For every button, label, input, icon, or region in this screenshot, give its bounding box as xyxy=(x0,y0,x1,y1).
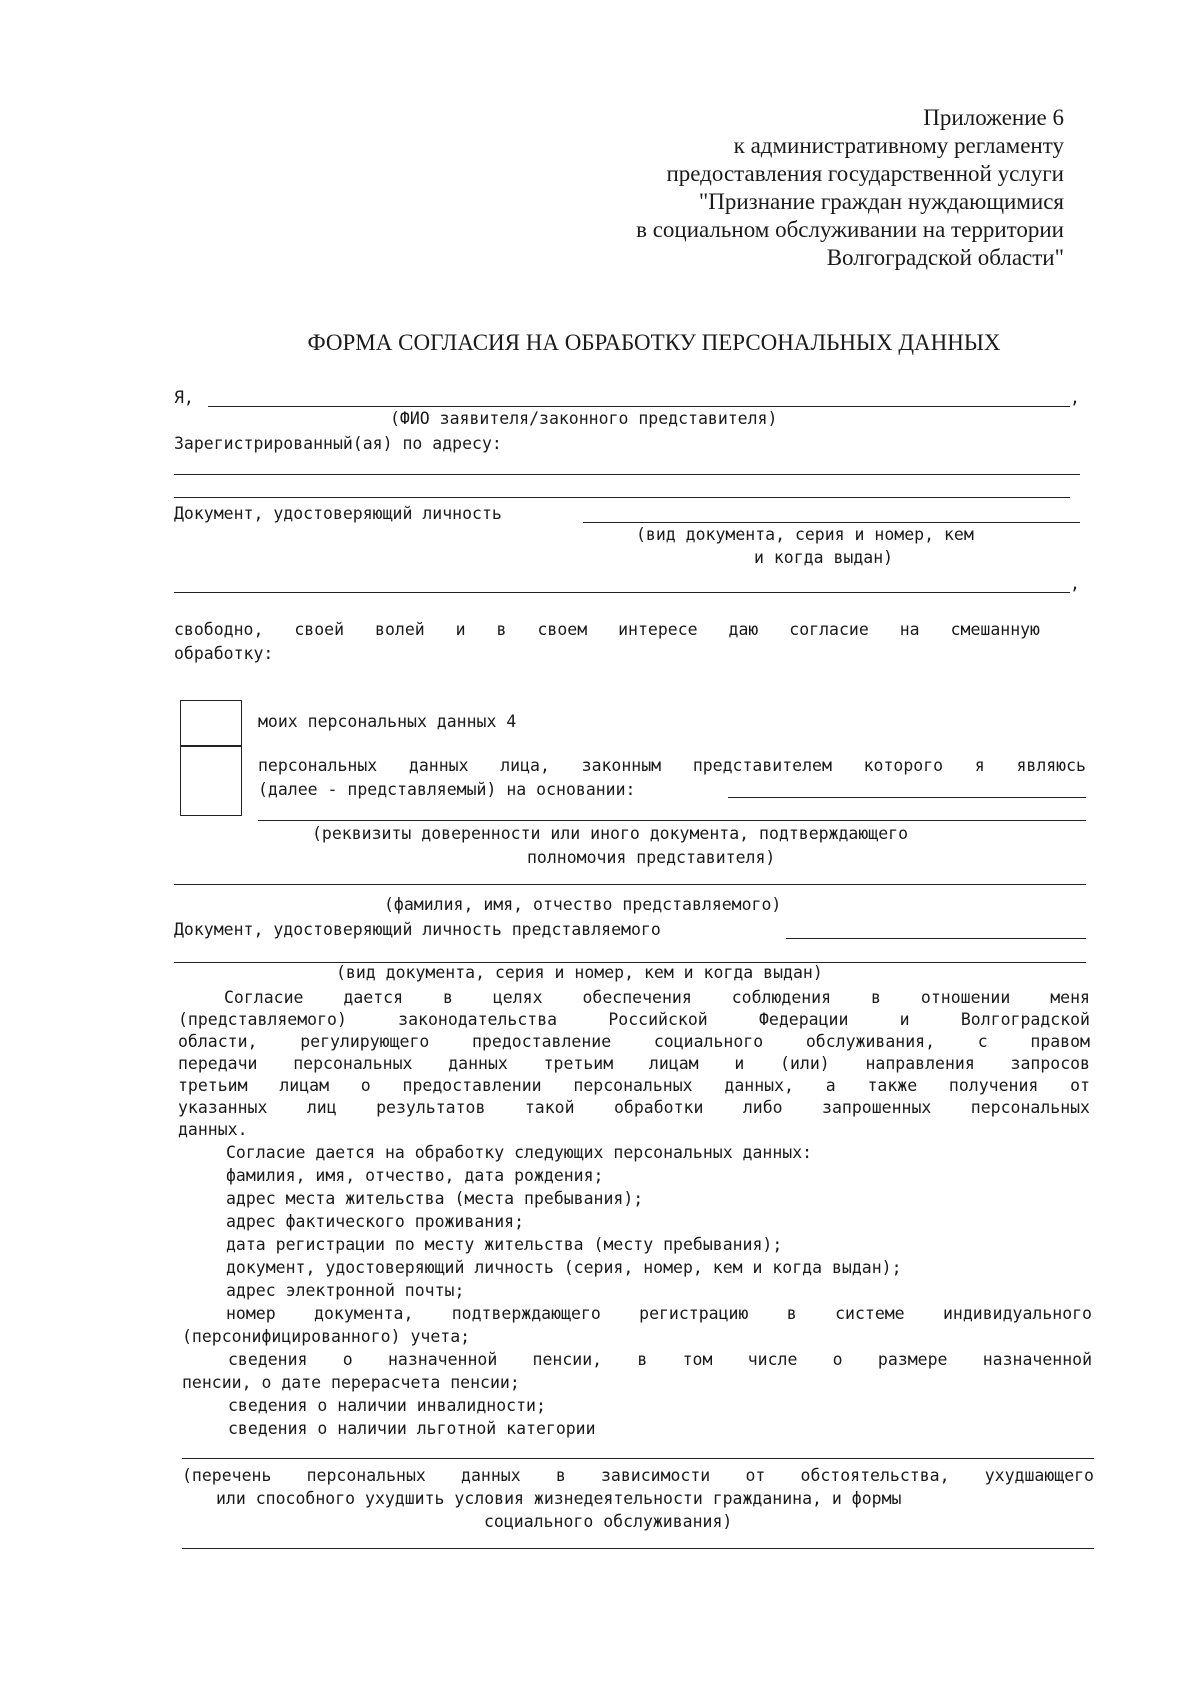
basis-field[interactable] xyxy=(728,797,1086,798)
option-represented-line-2: (далее - представляемый) на основании: xyxy=(258,780,636,799)
data-list-field-2[interactable] xyxy=(182,1548,1094,1549)
free-will-statement: свободно, своей волей и в своем интересе даю согласие на смешанную xyxy=(174,620,1040,639)
data-list-pension-2: пенсии, о дате перерасчета пенсии; xyxy=(182,1373,520,1392)
represented-data-checkbox[interactable] xyxy=(180,746,242,816)
i-label: Я, xyxy=(174,388,194,407)
document-field[interactable] xyxy=(583,522,1080,523)
fio-comma: , xyxy=(1070,388,1080,407)
data-list-item: адрес фактического проживания; xyxy=(226,1212,525,1231)
consent-line-2: (представляемого) законодательства Российской Федерации и Волгоградской xyxy=(178,1010,1090,1029)
address-field-1[interactable] xyxy=(174,474,1080,475)
data-list-intro: Согласие дается на обработку следующих персональных данных: xyxy=(226,1143,813,1162)
appendix-line-3: предоставления государственной услуги xyxy=(666,161,1064,186)
data-list-item: документ, удостоверяющий личность (серия, номер, кем и когда выдан); xyxy=(226,1258,902,1277)
consent-line-3: области, регулирующего предоставление социального обслуживания, с правом xyxy=(178,1032,1090,1051)
power-caption-1: (реквизиты доверенности или иного документа, подтверждающего xyxy=(312,824,909,843)
represented-document-field[interactable] xyxy=(786,938,1086,939)
processing-label: обработку: xyxy=(174,644,274,663)
represented-document-caption: (вид документа, серия и номер, кем и когда выдан) xyxy=(336,963,823,982)
appendix-line-5: в социальном обслуживании на территории xyxy=(636,217,1064,242)
appendix-number: Приложение 6 xyxy=(923,105,1064,130)
fio-caption: (ФИО заявителя/законного представителя) xyxy=(390,409,778,428)
data-list-item: адрес электронной почты; xyxy=(226,1281,465,1300)
appendix-line-4: "Признание граждан нуждающимися xyxy=(698,189,1064,214)
option-own-data: моих персональных данных 4 xyxy=(258,712,517,731)
document-field-2[interactable] xyxy=(174,592,1070,593)
document-label: Документ, удостоверяющий личность xyxy=(174,504,502,523)
data-list-benefits: сведения о наличии льготной категории xyxy=(228,1419,596,1438)
document-comma: , xyxy=(1070,574,1080,593)
power-caption-2: полномочия представителя) xyxy=(527,848,776,867)
represented-name-field[interactable] xyxy=(174,884,1086,885)
data-list-item: дата регистрации по месту жительства (месту пребывания); xyxy=(226,1235,783,1254)
represented-document-label: Документ, удостоверяющий личность представляемого xyxy=(174,920,661,939)
footer-caption-3: социального обслуживания) xyxy=(484,1512,733,1531)
own-data-checkbox[interactable] xyxy=(180,700,242,746)
data-list-item: фамилия, имя, отчество, дата рождения; xyxy=(226,1166,604,1185)
fio-field[interactable] xyxy=(208,406,1070,407)
footer-caption-2: или способного ухудшить условия жизнедеятельности гражданина, и формы xyxy=(216,1489,902,1508)
consent-line-7: данных. xyxy=(178,1120,248,1139)
consent-line-1: Согласие дается в целях обеспечения соблюдения в отношении меня xyxy=(224,988,1090,1007)
data-list-pension-1: сведения о назначенной пенсии, в том числе о размере назначенной xyxy=(228,1350,1092,1369)
option-represented-line-1: персональных данных лица, законным представителем которого я являюсь xyxy=(258,756,1086,775)
consent-line-5: третьим лицам о предоставлении персональных данных, а также получения от xyxy=(178,1076,1090,1095)
document-caption-2: и когда выдан) xyxy=(754,548,894,567)
appendix-line-6: Волгоградской области" xyxy=(826,245,1064,270)
data-list-snils-2: (персонифицированного) учета; xyxy=(182,1327,471,1346)
basis-field-2[interactable] xyxy=(258,820,1086,821)
registered-address-label: Зарегистрированный(ая) по адресу: xyxy=(174,434,502,453)
data-list-item: адрес места жительства (места пребывания); xyxy=(226,1189,644,1208)
data-list-field[interactable] xyxy=(182,1458,1094,1459)
represented-name-caption: (фамилия, имя, отчество представляемого) xyxy=(384,895,782,914)
data-list-disability: сведения о наличии инвалидности; xyxy=(228,1396,546,1415)
address-field-2[interactable] xyxy=(174,497,1070,498)
appendix-line-2: к административному регламенту xyxy=(733,133,1064,158)
footer-caption-1: (перечень персональных данных в зависимости от обстоятельства, ухудшающего xyxy=(182,1466,1094,1485)
data-list-snils-1: номер документа, подтверждающего регистрацию в системе индивидуального xyxy=(226,1304,1092,1323)
document-caption-1: (вид документа, серия и номер, кем xyxy=(636,525,974,544)
consent-line-4: передачи персональных данных третьим лицам и (или) направления запросов xyxy=(178,1054,1090,1073)
page-title: ФОРМА СОГЛАСИЯ НА ОБРАБОТКУ ПЕРСОНАЛЬНЫХ ДАННЫХ xyxy=(307,330,1001,355)
consent-line-6: указанных лиц результатов такой обработки либо запрошенных персональных xyxy=(178,1098,1090,1117)
